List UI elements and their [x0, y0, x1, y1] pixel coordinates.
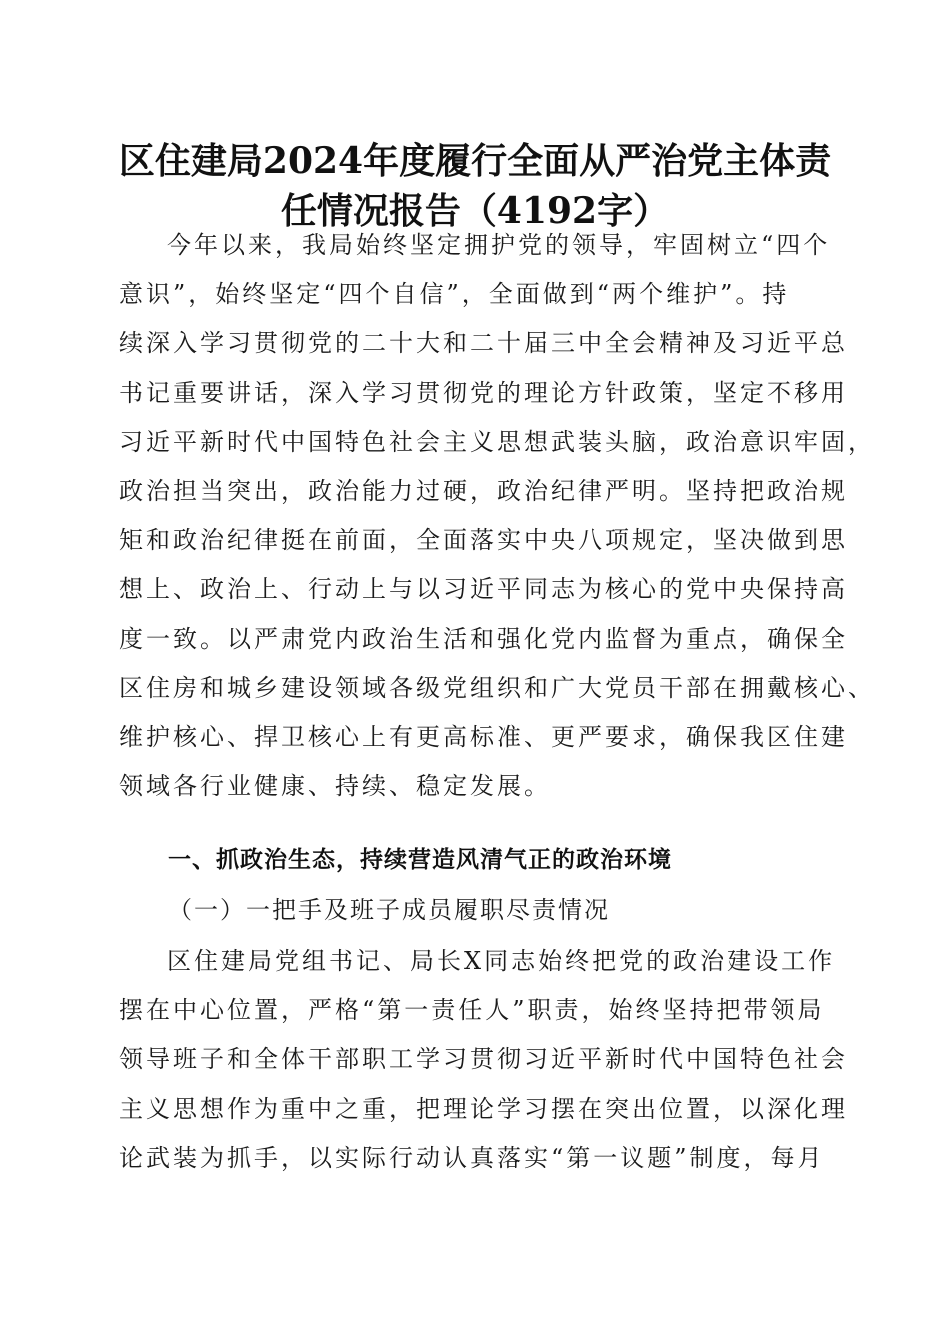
paragraph-line: 度一致。以严肃党内政治生活和强化党内监督为重点，确保全	[119, 624, 848, 653]
paragraph-line: 区住建局党组书记、局长X同志始终把党的政治建设工作	[167, 947, 836, 975]
document-title-line-1: 区住建局2024年度履行全面从严治党主体责	[118, 140, 832, 182]
paragraph-line: 政治担当突出，政治能力过硬，政治纪律严明。坚持把政治规	[119, 476, 848, 505]
paragraph-line: 矩和政治纪律挺在前面，全面落实中央八项规定，坚决做到思	[119, 526, 848, 555]
paragraph-line: 领域各行业健康、持续、稳定发展。	[119, 772, 551, 801]
paragraph-line: 意识”，始终坚定“四个自信”，全面做到“两个维护”。持	[119, 280, 790, 309]
paragraph-line: 摆在中心位置，严格“第一责任人”职责，始终坚持把带领局	[119, 996, 825, 1025]
section-heading: 一、抓政治生态，持续营造风清气正的政治环境	[168, 847, 672, 873]
paragraph-line: 维护核心、捍卫核心上有更高标准、更严要求，确保我区住建	[119, 722, 848, 751]
paragraph-line: 主义思想作为重中之重，把理论学习摆在突出位置，以深化理	[119, 1094, 848, 1123]
paragraph-section1	[119, 937, 848, 1183]
document-title-line-2: 任情况报告（4192字）	[280, 190, 670, 232]
paragraph-line: 领导班子和全体干部职工学习贯彻习近平新时代中国特色社会	[119, 1045, 848, 1074]
subsection-heading: （一）一把手及班子成员履职尽责情况	[168, 896, 610, 924]
paragraph-line: 论武装为抓手，以实际行动认真落实“第一议题”制度，每月	[119, 1143, 825, 1172]
paragraph-line: 续深入学习贯彻党的二十大和二十届三中全会精神及习近平总	[119, 329, 848, 358]
paragraph-line: 区住房和城乡建设领域各级党组织和广大党员干部在拥戴核心、	[119, 673, 875, 702]
paragraph-intro	[119, 221, 875, 811]
paragraph-line: 想上、政治上、行动上与以习近平同志为核心的党中央保持高	[119, 575, 848, 604]
paragraph-line: 习近平新时代中国特色社会主义思想武装头脑，政治意识牢固，	[119, 427, 875, 456]
paragraph-line: 书记重要讲话，深入学习贯彻党的理论方针政策，坚定不移用	[119, 378, 848, 407]
paragraph-line: 今年以来，我局始终坚定拥护党的领导，牢固树立“四个	[167, 231, 831, 259]
